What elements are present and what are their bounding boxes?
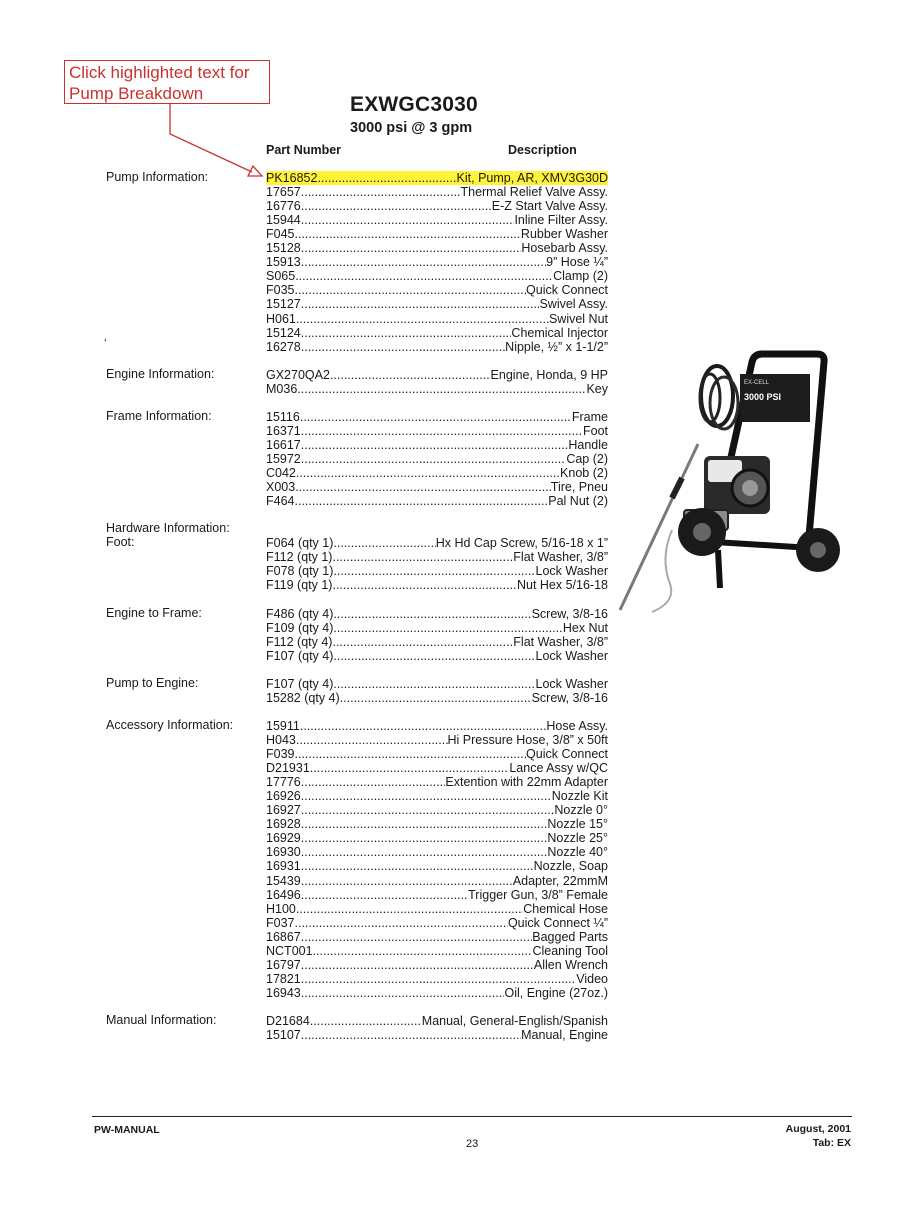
part-description: Nozzle 40° (547, 845, 608, 860)
part-row (266, 326, 608, 340)
part-row (266, 719, 608, 733)
part-description: Hi Pressure Hose, 3/8” x 50ft (447, 733, 608, 747)
part-row (266, 241, 608, 255)
part-description: Nozzle 0° (554, 803, 608, 818)
pump-breakdown-callout (64, 60, 270, 104)
part-number: 16931 (266, 859, 301, 874)
leader-dots (310, 1014, 422, 1028)
section-label: Engine Information: (106, 366, 215, 381)
part-description: Nozzle, Soap (533, 859, 608, 874)
part-description: Pal Nut (2) (548, 494, 608, 509)
part-number: C042 (266, 466, 296, 481)
part-number: 17657 (266, 185, 301, 200)
part-description: Nozzle 25° (547, 831, 608, 846)
leader-dots (330, 368, 491, 382)
part-row (266, 986, 608, 1000)
part-description: Extention with 22mm Adapter (445, 775, 608, 790)
part-row (266, 536, 608, 550)
part-row (266, 578, 608, 592)
leader-dots (301, 859, 534, 873)
footer-manual-name: PW-MANUAL (94, 1124, 160, 1136)
part-description: Cleaning Tool (532, 943, 608, 958)
part-row (266, 297, 608, 311)
part-number: 16776 (266, 199, 301, 214)
leader-dots (295, 283, 527, 297)
part-number: F112 (qty 1) (266, 550, 333, 565)
part-number: NCT001 (266, 943, 313, 958)
part-description: Adapter, 22mmM (512, 873, 608, 888)
pump-kit-link[interactable] (266, 171, 608, 185)
part-row (266, 944, 608, 958)
leader-dots (332, 578, 517, 592)
part-number: F037 (266, 915, 295, 930)
part-number: 16617 (266, 437, 301, 452)
part-description: Nozzle Kit (551, 789, 608, 804)
part-number: F107 (qty 4) (266, 676, 334, 691)
leader-dots (295, 480, 551, 494)
part-number: 15911 (266, 718, 300, 733)
section-label: Engine to Frame: (106, 605, 202, 620)
part-description: Foot (582, 423, 608, 438)
leader-dots (295, 747, 527, 761)
part-row (266, 635, 608, 649)
part-number: 16867 (266, 929, 301, 944)
part-row (266, 213, 608, 227)
part-description: Frame (571, 409, 608, 424)
leader-dots (333, 536, 435, 550)
part-description: Quick Connect ¼” (507, 915, 608, 930)
stray-mark: ‘ (104, 336, 107, 350)
leader-dots (301, 831, 548, 845)
part-number: M036 (266, 381, 298, 396)
part-description: Hx Hd Cap Screw, 5/16-18 x 1” (435, 536, 608, 551)
leader-dots (295, 227, 521, 241)
part-description: Kit, Pump, AR, XMV3G30D (456, 171, 608, 185)
part-row (266, 888, 608, 902)
part-description: Key (586, 381, 608, 396)
part-number: 15116 (266, 409, 300, 424)
leader-dots (301, 874, 513, 888)
part-number: F109 (qty 4) (266, 620, 334, 635)
leader-dots (296, 466, 560, 480)
part-number: D21684 (266, 1014, 310, 1028)
section-label: Foot: (106, 535, 135, 550)
part-description: Flat Washer, 3/8” (513, 634, 608, 649)
part-description: Lock Washer (535, 648, 608, 663)
part-row (266, 424, 608, 438)
part-number: H061 (266, 311, 296, 326)
part-row (266, 916, 608, 930)
part-description: Manual, Engine (521, 1028, 608, 1043)
product-rating-text: 3000 PSI (744, 392, 782, 402)
part-description: Cap (2) (566, 452, 608, 466)
part-description: Lock Washer (535, 564, 608, 579)
part-row (266, 312, 608, 326)
part-row (266, 438, 608, 452)
leader-dots (301, 958, 534, 972)
leader-dots (333, 621, 562, 635)
part-description: Handle (568, 437, 608, 452)
leader-dots (301, 297, 540, 311)
leader-dots (301, 789, 552, 803)
part-description: Lock Washer (535, 676, 608, 691)
part-description: Quick Connect (526, 747, 608, 762)
part-row (266, 382, 608, 396)
pressure-washer-image (612, 348, 842, 620)
section-label: Manual Information: (106, 1013, 217, 1027)
part-description: Chemical Hose (523, 901, 608, 916)
part-row (266, 845, 608, 859)
part-description: Hex Nut (562, 620, 608, 635)
footer-tab: Tab: EX (812, 1137, 851, 1149)
part-row (266, 874, 608, 888)
product-brand-text: EX-CELL (744, 380, 770, 386)
part-row (266, 550, 608, 564)
leader-dots (333, 564, 535, 578)
part-row (266, 1014, 608, 1028)
leader-dots (296, 733, 448, 747)
part-row (266, 972, 608, 986)
part-row (266, 902, 608, 916)
part-number: 16927 (266, 803, 301, 818)
part-description: Swivel Nut (548, 311, 608, 326)
part-description: Inline Filter Assy. (514, 213, 608, 228)
part-row (266, 283, 608, 297)
part-row (266, 930, 608, 944)
leader-dots (301, 986, 505, 1000)
part-number: 15128 (266, 241, 301, 256)
part-row (266, 227, 608, 241)
part-description: Trigger Gun, 3/8” Female (468, 887, 608, 902)
part-number: 16496 (266, 887, 301, 902)
part-description: Screw, 3/8-16 (531, 606, 608, 621)
part-row (266, 255, 608, 269)
part-row (266, 747, 608, 761)
leader-dots (296, 902, 523, 916)
part-number: 15127 (266, 297, 301, 312)
leader-dots (301, 424, 583, 438)
footer-rule (92, 1116, 852, 1117)
part-number: 15972 (266, 452, 301, 466)
part-number: F107 (qty 4) (266, 648, 334, 663)
part-description: Lance Assy w/QC (509, 761, 608, 776)
part-number: 15107 (266, 1028, 301, 1043)
part-row (266, 452, 608, 466)
part-row (266, 958, 608, 972)
part-description: Swivel Assy. (539, 297, 608, 312)
part-description: Hose Assy. (546, 718, 608, 733)
part-description: Chemical Injector (511, 325, 608, 340)
part-number: 15124 (266, 325, 301, 340)
part-description: Video (576, 971, 608, 986)
part-row (266, 185, 608, 199)
part-row (266, 859, 608, 873)
description-header: Description (508, 143, 577, 157)
model-title: EXWGC3030 (350, 93, 478, 116)
part-row (266, 789, 608, 803)
part-number: 17821 (266, 971, 301, 986)
part-number: F112 (qty 4) (266, 634, 333, 649)
part-number: F064 (qty 1) (266, 536, 334, 551)
leader-dots (301, 817, 548, 831)
part-description: Thermal Relief Valve Assy. (460, 185, 608, 200)
leader-dots (295, 269, 553, 283)
part-description: E-Z Start Valve Assy. (491, 199, 608, 214)
section-label: Pump to Engine: (106, 675, 199, 690)
part-row (266, 199, 608, 213)
leader-dots (313, 944, 533, 958)
part-description: 9” Hose ¼” (546, 255, 608, 270)
part-description: Screw, 3/8-16 (531, 690, 608, 705)
leader-dots (333, 649, 535, 663)
leader-dots (300, 719, 547, 733)
part-number: F119 (qty 1) (266, 578, 333, 593)
part-number: 16929 (266, 831, 301, 846)
part-description: Flat Washer, 3/8” (513, 550, 608, 565)
part-row (266, 761, 608, 775)
leader-dots (301, 930, 532, 944)
callout-line-2: Pump Breakdown (69, 84, 204, 103)
section-label: Pump Information: (106, 170, 209, 184)
part-description: Clamp (2) (553, 269, 608, 284)
leader-dots (295, 916, 508, 930)
leader-dots (301, 775, 446, 789)
part-number: 16797 (266, 957, 301, 972)
model-spec: 3000 psi @ 3 gpm (350, 120, 473, 136)
leader-dots (301, 185, 461, 199)
part-row (266, 607, 608, 621)
leader-dots (301, 452, 567, 466)
part-number: 16926 (266, 789, 301, 804)
leader-dots (310, 761, 510, 775)
part-description: Nozzle 15° (547, 817, 608, 832)
part-row (266, 691, 608, 705)
part-number: 16943 (266, 985, 301, 1000)
part-row (266, 775, 608, 789)
part-row (266, 410, 608, 424)
part-description: Hosebarb Assy. (521, 241, 608, 256)
footer-date: August, 2001 (785, 1123, 851, 1135)
leader-dots (301, 803, 555, 817)
part-row (266, 649, 608, 663)
part-number: 16930 (266, 845, 301, 860)
part-description: Quick Connect (526, 283, 608, 298)
leader-dots (301, 438, 569, 452)
section-label: Accessory Information: (106, 717, 234, 732)
part-number: F039 (266, 747, 295, 762)
part-description: Allen Wrench (533, 957, 608, 972)
part-description: Knob (2) (560, 466, 608, 481)
leader-dots (295, 494, 549, 508)
part-number: 17776 (266, 775, 301, 790)
leader-dots (301, 255, 546, 269)
part-number: F078 (qty 1) (266, 564, 334, 579)
leader-dots (332, 550, 513, 564)
part-row (266, 831, 608, 845)
leader-dots (333, 607, 531, 621)
part-row (266, 269, 608, 283)
part-number: 15913 (266, 255, 301, 270)
part-description: Bagged Parts (532, 929, 608, 944)
part-row (266, 817, 608, 831)
part-description: Manual, General-English/Spanish (421, 1014, 608, 1028)
part-number: 16928 (266, 817, 301, 832)
footer-date-tab (786, 1122, 851, 1150)
leader-dots (301, 213, 515, 227)
part-number: F035 (266, 283, 295, 298)
part-row (266, 368, 608, 382)
leader-dots (301, 845, 548, 859)
part-row (266, 733, 608, 747)
part-number: 15439 (266, 873, 301, 888)
part-row (266, 621, 608, 635)
part-row (266, 1028, 608, 1042)
leader-dots (333, 677, 535, 691)
part-number: F486 (qty 4) (266, 606, 334, 621)
section-label: Frame Information: (106, 408, 212, 423)
part-number: 15944 (266, 213, 301, 228)
leader-dots (296, 312, 549, 326)
part-row (266, 677, 608, 691)
part-description: Tire, Pneu (550, 480, 608, 495)
part-description: Nipple, ½” x 1-1/2” (505, 339, 608, 354)
part-number: H100 (266, 901, 296, 916)
part-row (266, 466, 608, 480)
part-row (266, 480, 608, 494)
section-label: Hardware Information: (106, 521, 230, 536)
part-row (266, 803, 608, 817)
callout-line-1: Click highlighted text for (69, 63, 250, 82)
leader-dots (317, 171, 456, 185)
leader-dots (301, 972, 576, 986)
part-number: 15282 (qty 4) (266, 690, 340, 705)
part-number: X003 (266, 480, 296, 495)
part-row (266, 340, 608, 354)
leader-dots (340, 691, 532, 705)
leader-dots (301, 241, 522, 255)
part-number: H043 (266, 733, 296, 747)
part-number: S065 (266, 269, 296, 284)
leader-dots (301, 888, 468, 902)
leader-dots (300, 410, 572, 424)
leader-dots (301, 199, 492, 213)
leader-dots (301, 326, 512, 340)
part-description: Nut Hex 5/16-18 (516, 578, 608, 593)
part-number: 16278 (266, 339, 301, 354)
part-description: Engine, Honda, 9 HP (490, 367, 608, 382)
leader-dots (301, 1028, 521, 1042)
part-number: GX270QA2 (266, 367, 330, 382)
part-row (266, 564, 608, 578)
part-row (266, 494, 608, 508)
part-number: 16371 (266, 423, 301, 438)
part-number: PK16852 (266, 171, 318, 185)
leader-dots (297, 382, 586, 396)
leader-dots (332, 635, 513, 649)
page-number: 23 (466, 1138, 479, 1150)
part-number: F045 (266, 227, 295, 242)
leader-dots (301, 340, 505, 354)
part-number: F464 (266, 494, 295, 509)
part-description: Rubber Washer (520, 227, 608, 242)
part-number-header: Part Number (266, 143, 342, 157)
part-description: Oil, Engine (27oz.) (504, 985, 608, 1000)
part-number: D21931 (266, 761, 310, 776)
